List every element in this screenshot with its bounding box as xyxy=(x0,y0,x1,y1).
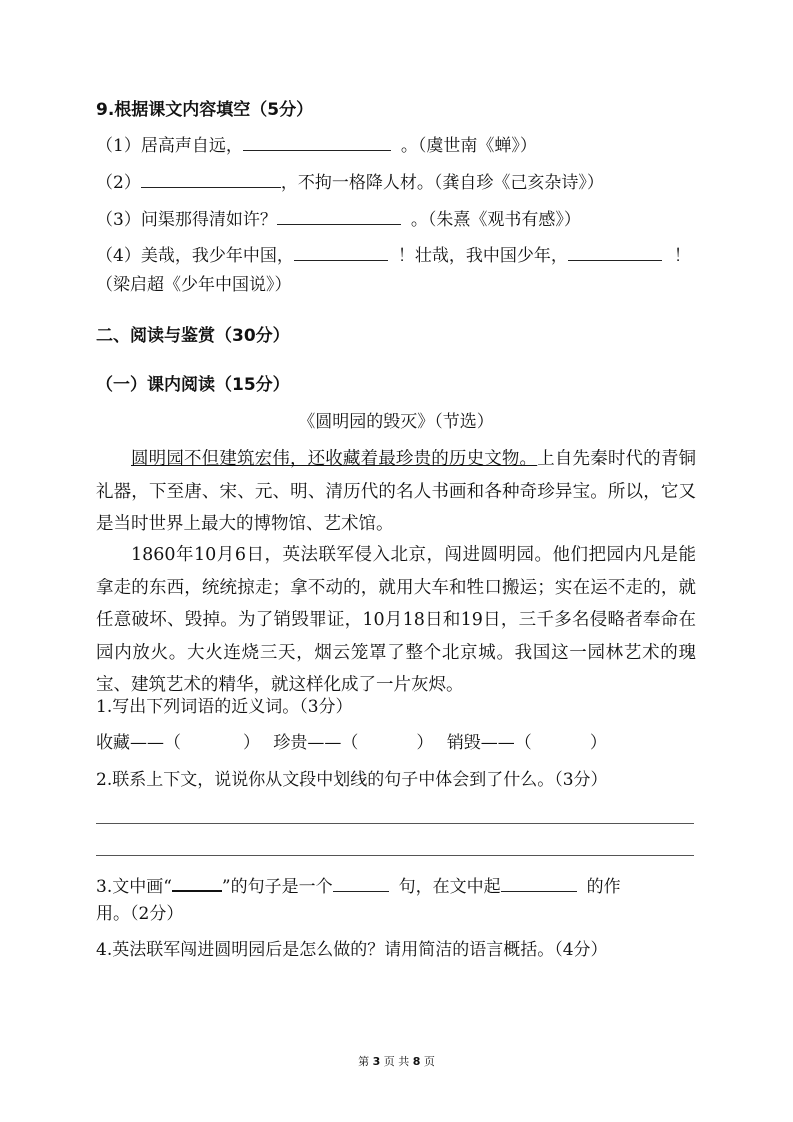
q9-item-3 xyxy=(96,208,696,232)
question-1-words xyxy=(96,731,696,755)
answer-blank[interactable] xyxy=(333,875,389,892)
q9-item4-end: ！ xyxy=(673,246,691,266)
q9-item1-text: （1）居高声自远， xyxy=(96,136,243,156)
q9-item3-text: （3）问渠那得清如许？ xyxy=(96,210,277,230)
footer-text: 第 xyxy=(358,1055,370,1068)
bracket-close: ） xyxy=(416,733,434,753)
subsection-title: （一）课内阅读（15分） xyxy=(96,375,290,395)
q3-text-a: 3.文中画“ xyxy=(96,877,172,897)
q9-item-4 xyxy=(96,244,696,268)
section-title: 二、阅读与鉴赏（30分） xyxy=(96,326,290,346)
answer-blank[interactable] xyxy=(277,208,401,225)
total-pages: 8 xyxy=(412,1055,421,1068)
paragraph-1-text: 上自先秦时代的青铜礼器，下至唐、宋、元、明、清历代的名人书画和各种奇珍异宝。所以，它又是当时世界上最大的博物馆、艺术馆。 xyxy=(96,449,697,534)
question-1: 1.写出下列词语的近义词。（3分） xyxy=(96,697,353,717)
question-4: 4.英法联军闯进圆明园后是怎么做的？请用简洁的语言概括。（4分） xyxy=(96,940,608,960)
passage-paragraph-1 xyxy=(96,443,696,541)
answer-line[interactable] xyxy=(96,855,694,856)
answer-blank[interactable] xyxy=(358,732,416,748)
bracket-close: ） xyxy=(589,733,607,753)
q9-item2-source: ，不拘一格降人材。（龚自珍《己亥杂诗》） xyxy=(280,173,604,193)
q3-text-c: 句，在文中起 xyxy=(398,877,501,897)
wavy-line-mark xyxy=(172,874,222,892)
q9-item4-text-b: ！壮哉，我中国少年， xyxy=(397,246,568,266)
q9-item1-source: 。（虞世南《蝉》） xyxy=(400,136,537,156)
q9-item-1 xyxy=(96,134,696,158)
passage-paragraph-2: 1860年10月6日，英法联军侵入北京，闯进圆明园。他们把园内凡是能拿走的东西，统统掠走；拿不动的，就用大车和牲口搬运；实在运不走的，就任意破坏、毁掉。为了销毁罪证，10月18日和19日，三千多名侵略者奉命在园内放火。大火连烧三天，烟云笼罩了整个北京城。我国这一园林艺术的瑰宝、建筑艺术的精华，就这样化成了一片灰烬。 xyxy=(96,545,696,695)
passage-title: 《圆明园的毁灭》（节选） xyxy=(298,412,494,432)
q9-title: 9.根据课文内容填空（5分） xyxy=(96,100,314,120)
q3-text-d: 的作 xyxy=(586,877,621,897)
question-3-cont: 用。（2分） xyxy=(96,904,184,924)
answer-line[interactable] xyxy=(96,823,694,824)
answer-blank[interactable] xyxy=(568,244,662,261)
question-2: 2.联系上下文，说说你从文段中划线的句子中体会到了什么。（3分） xyxy=(96,770,608,790)
q1-word-1: 收藏——（ xyxy=(96,733,181,753)
answer-blank[interactable] xyxy=(181,732,243,748)
question-3 xyxy=(96,874,696,899)
answer-blank[interactable] xyxy=(141,171,281,188)
q1-word-2: 珍贵——（ xyxy=(273,733,359,753)
bracket-close: ） xyxy=(243,733,260,753)
answer-blank[interactable] xyxy=(501,875,577,892)
underlined-sentence: 圆明园不但建筑宏伟，还收藏着最珍贵的历史文物。 xyxy=(131,449,538,469)
q9-item4-text: （4）美哉，我少年中国， xyxy=(96,246,294,266)
answer-blank[interactable] xyxy=(243,134,391,151)
q9-item2-text: （2） xyxy=(96,173,141,193)
answer-blank[interactable] xyxy=(532,732,590,748)
q9-item3-source: 。（朱熹《观书有感》） xyxy=(410,210,581,230)
page-footer xyxy=(0,1053,793,1069)
q3-text-b: ”的句子是一个 xyxy=(221,877,333,897)
footer-text: 页 共 xyxy=(383,1055,410,1068)
answer-blank[interactable] xyxy=(294,244,388,261)
q9-item4-source: （梁启超《少年中国说》） xyxy=(96,275,292,295)
q9-item-2 xyxy=(96,171,696,195)
footer-text: 页 xyxy=(423,1055,435,1068)
q1-word-3: 销毁——（ xyxy=(446,733,532,753)
page-number: 3 xyxy=(372,1055,381,1068)
